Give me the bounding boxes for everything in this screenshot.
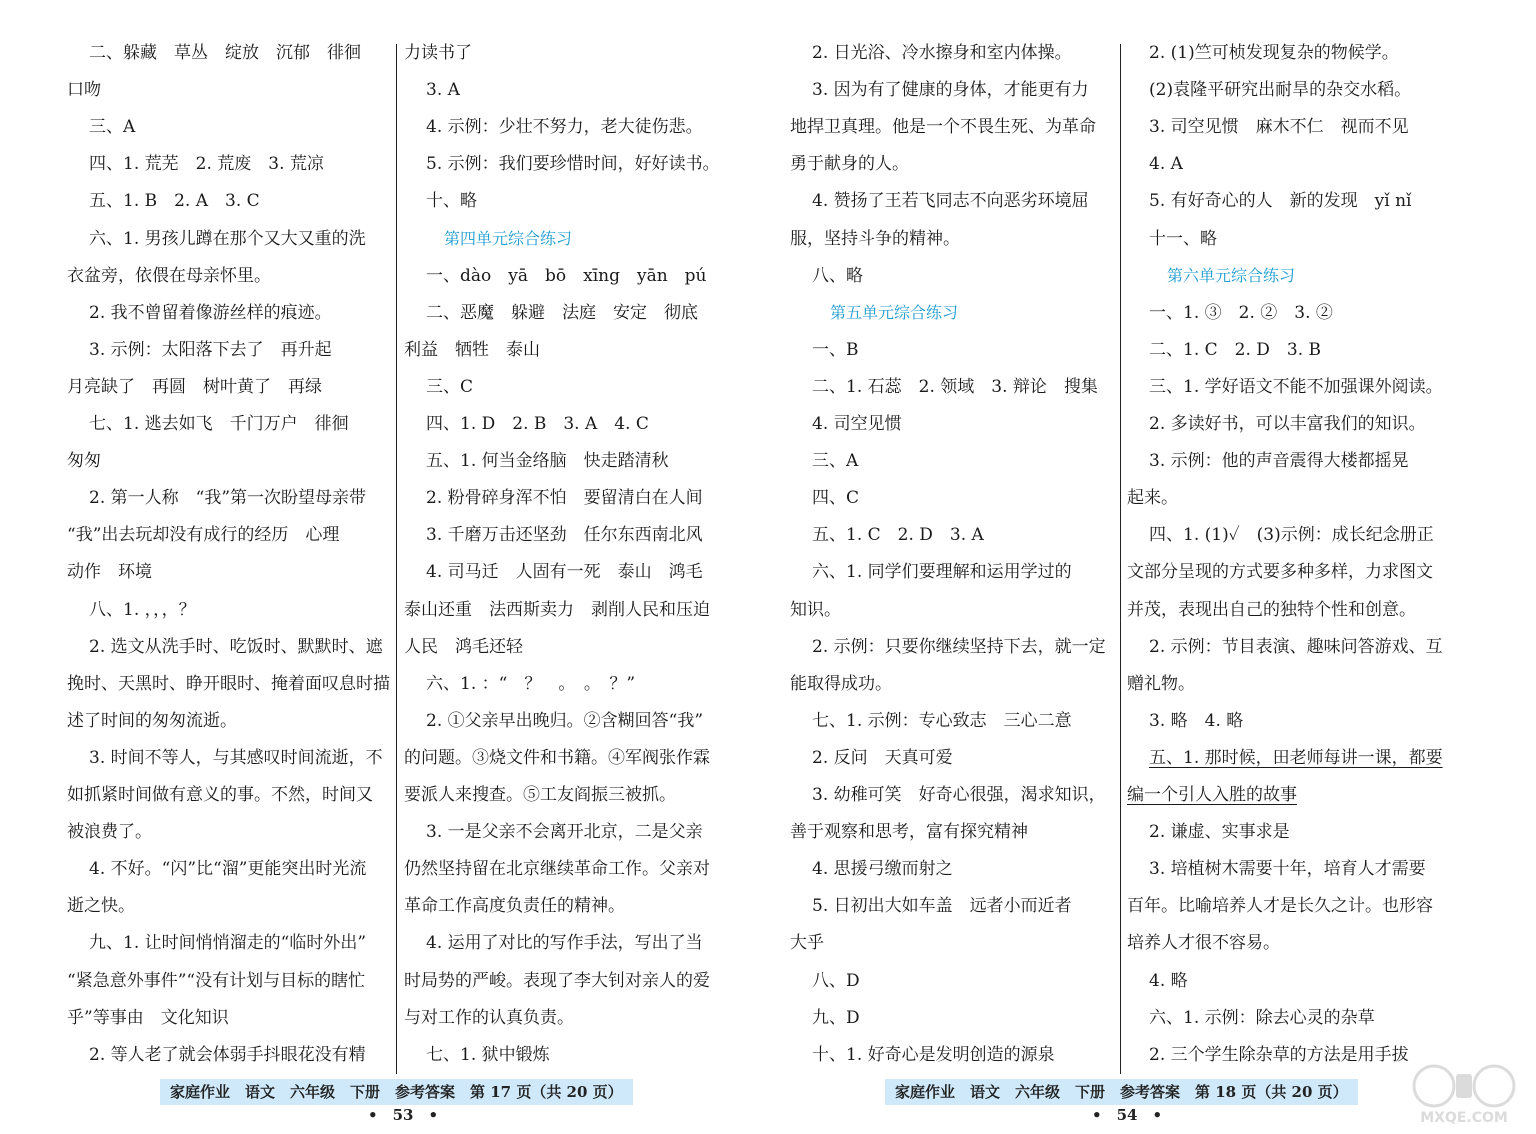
answer-line: 二、躲藏 草丛 绽放 沉郁 徘徊 — [89, 43, 361, 63]
answer-line: 六、1. 男孩儿蹲在那个又大又重的洗 — [89, 228, 366, 249]
answer-line: “我”出去玩却没有成行的经历 心理 — [67, 525, 340, 546]
answer-line: 挽时、天黑时、睁开眼时、掩着面叹息时描 — [67, 673, 390, 694]
answer-line: 地捍卫真理。他是一个不畏生死、为革命 — [790, 117, 1096, 138]
answer-line: 与对工作的认真负责。 — [404, 1007, 574, 1028]
answer-line: 2. 反问 天真可爱 — [812, 747, 953, 768]
answer-line: 3. 司空见惯 麻木不仁 视而不见 — [1149, 117, 1409, 138]
answer-line: 4. 略 — [1149, 970, 1188, 991]
answer-line: 4. 赞扬了王若飞同志不向恶劣环境屈 — [812, 191, 1089, 212]
answer-line: 4. A — [1149, 154, 1183, 175]
answer-line: 衣盆旁，依偎在母亲怀里。 — [67, 265, 271, 286]
answer-line: 二、恶魔 躲避 法庭 安定 彻底 — [426, 302, 698, 323]
answer-line: 七、1. 示例：专心致志 三心二意 — [812, 710, 1072, 731]
answer-line: 勇于献身的人。 — [790, 154, 909, 175]
answer-line: 十、1. 好奇心是发明创造的源泉 — [812, 1044, 1055, 1065]
answer-line: 十一、略 — [1149, 228, 1217, 249]
answer-line: 2. 示例：只要你继续坚持下去，就一定 — [812, 636, 1106, 657]
answer-line: 人民 鸿毛还轻 — [404, 636, 523, 657]
answer-line: 匆匆 — [67, 451, 101, 472]
answer-line: 3. 示例：他的声音震得大楼都摇晃 — [1149, 451, 1409, 472]
footer-page-18: 家庭作业 语文 六年级 下册 参考答案 第 18 页（共 20 页） — [885, 1079, 1358, 1105]
answer-line: 述了时间的匆匆流逝。 — [67, 710, 237, 731]
column-divider-left — [396, 44, 397, 1074]
answer-line: 力读书了 — [404, 43, 472, 63]
answer-line: 四、C — [812, 488, 860, 509]
answer-line: 大乎 — [790, 933, 824, 954]
answer-line: 革命工作高度负责任的精神。 — [404, 896, 625, 917]
answer-line: 2. 选文从洗手时、吃饭时、默默时、遮 — [89, 636, 383, 657]
answer-line: “紧急意外事件”“没有计划与目标的瞎忙 — [67, 970, 366, 991]
answer-line: 五、1. B 2. A 3. C — [89, 191, 260, 212]
answer-line: 六、1. 同学们要理解和运用学过的 — [812, 562, 1072, 583]
answer-line: 4. 示例：少壮不努力，老大徒伤悲。 — [426, 117, 703, 138]
answer-line: 九、1. 让时间悄悄溜走的“临时外出” — [89, 933, 367, 954]
watermark-logo — [1404, 1058, 1524, 1128]
page-number-54: • 54 • — [1092, 1106, 1163, 1124]
answer-line: 4. 思援弓缴而射之 — [812, 859, 953, 880]
answer-line: 3. 因为有了健康的身体，才能更有力 — [812, 80, 1089, 101]
page-number-53: • 53 • — [368, 1106, 439, 1124]
answer-line: 六、1. ：“ ？ 。 。 ？” — [426, 673, 636, 694]
answer-line: 三、1. 学好语文不能不加强课外阅读。 — [1149, 376, 1443, 397]
answer-line: 月亮缺了 再圆 树叶黄了 再绿 — [67, 376, 322, 397]
answer-line: 三、A — [89, 117, 136, 138]
answer-line: 四、1. 荒芜 2. 荒废 3. 荒凉 — [89, 154, 324, 175]
answer-line: 5. 示例：我们要珍惜时间，好好读书。 — [426, 154, 720, 175]
answer-line: 3. 千磨万击还坚劲 任尔东西南北风 — [426, 525, 703, 546]
answer-line: 利益 牺牲 泰山 — [404, 339, 540, 360]
answer-line: 3. A — [426, 80, 460, 101]
answer-line: 善于观察和思考，富有探究精神 — [790, 822, 1028, 843]
answer-line: 二、1. 石蕊 2. 领域 3. 辩论 搜集 — [812, 376, 1098, 397]
answer-line: 五、1. 那时候，田老师每讲一课，都要 — [1149, 747, 1443, 768]
answer-line: 八、D — [812, 970, 860, 991]
answer-line: 七、1. 狱中锻炼 — [426, 1044, 550, 1065]
answer-line: 一、dào yā bō xīng yān pú — [426, 265, 707, 286]
answer-line: 动作 环境 — [67, 562, 152, 583]
answer-line: 时局势的严峻。表现了李大钊对亲人的爱 — [404, 970, 710, 991]
answer-line: 五、1. C 2. D 3. A — [812, 525, 984, 546]
answer-line: 3. 培植树木需要十年，培育人才需要 — [1149, 859, 1426, 880]
answer-line: (2)袁隆平研究出耐旱的杂交水稻。 — [1149, 80, 1412, 101]
answer-line: 编一个引人入胜的故事 — [1127, 785, 1297, 805]
answer-line: 2. 等人老了就会体弱手抖眼花没有精 — [89, 1044, 366, 1065]
answer-line: 2. 示例：节目表演、趣味问答游戏、互 — [1149, 636, 1443, 657]
answer-line: 赠礼物。 — [1127, 673, 1195, 694]
section-heading: 第四单元综合练习 — [444, 228, 573, 248]
answer-line: 口吻 — [67, 80, 101, 101]
answer-line: 培养人才很不容易。 — [1127, 933, 1280, 954]
answer-line: 四、1. D 2. B 3. A 4. C — [426, 414, 649, 434]
answer-line: 服，坚持斗争的精神。 — [790, 228, 960, 249]
answer-line: 4. 不好。“闪”比“溜”更能突出时光流 — [89, 859, 367, 880]
answer-line: 八、1. ，，，？ — [89, 599, 196, 620]
answer-line: 3. 时间不等人，与其感叹时间流逝，不 — [89, 747, 383, 768]
answer-line: 5. 有好奇心的人 新的发现 yǐ nǐ — [1149, 191, 1412, 212]
answer-line: 知识。 — [790, 599, 841, 620]
answer-line: 2. 粉骨碎身浑不怕 要留清白在人间 — [426, 488, 703, 509]
answer-line: 要派人来搜查。⑤工友阎振三被抓。 — [404, 785, 676, 805]
answer-line: 如抓紧时间做有意义的事。不然，时间又 — [67, 785, 373, 805]
answer-line: 泰山还重 法西斯卖力 剥削人民和压迫 — [404, 599, 710, 620]
answer-line: 的问题。③烧文件和书籍。④军阀张作霖 — [404, 747, 710, 768]
answer-line: 2. 日光浴、冷水擦身和室内体操。 — [812, 43, 1072, 63]
answer-line: 仍然坚持留在北京继续革命工作。父亲对 — [404, 859, 710, 880]
answer-line: 3. 示例：太阳落下去了 再升起 — [89, 339, 332, 360]
answer-line: 2. 多读好书，可以丰富我们的知识。 — [1149, 414, 1426, 434]
answer-line: 2. 谦虚、实事求是 — [1149, 822, 1290, 843]
answer-line: 3. 略 4. 略 — [1149, 710, 1244, 731]
answer-line: 2. (1)竺可桢发现复杂的物候学。 — [1149, 43, 1399, 63]
answer-line: 4. 司马迁 人固有一死 泰山 鸿毛 — [426, 562, 703, 583]
answer-line: 六、1. 示例：除去心灵的杂草 — [1149, 1007, 1375, 1028]
answer-line: 一、1. ③ 2. ② 3. ② — [1149, 302, 1333, 323]
answer-line: 四、1. (1)✓ (3)示例：成长纪念册正 — [1149, 525, 1434, 546]
answer-line: 百年。比喻培养人才是长久之计。也形容 — [1127, 896, 1433, 917]
answer-line: 3. 一是父亲不会离开北京，二是父亲 — [426, 822, 703, 843]
answer-line: 乎”等事由 文化知识 — [67, 1007, 229, 1028]
answer-line: 被浪费了。 — [67, 822, 152, 843]
answer-line: 八、略 — [812, 265, 863, 286]
answer-line: 2. 第一人称 “我”第一次盼望母亲带 — [89, 488, 367, 509]
answer-line: 文部分呈现的方式要多种多样，力求图文 — [1127, 562, 1433, 583]
answer-line: 4. 司空见惯 — [812, 414, 902, 434]
answer-line: 三、C — [426, 376, 474, 397]
answer-line: 2. ①父亲早出晚归。②含糊回答“我” — [426, 710, 704, 731]
section-heading: 第六单元综合练习 — [1167, 265, 1296, 285]
answer-line: 起来。 — [1127, 488, 1178, 509]
answer-line: 十、略 — [426, 191, 477, 212]
column-divider-right — [1120, 44, 1121, 1074]
answer-line: 2. 我不曾留着像游丝样的痕迹。 — [89, 302, 332, 323]
footer-page-17: 家庭作业 语文 六年级 下册 参考答案 第 17 页（共 20 页） — [160, 1079, 633, 1105]
answer-line: 五、1. 何当金络脑 快走踏清秋 — [426, 451, 669, 472]
answer-line: 5. 日初出大如车盖 远者小而近者 — [812, 896, 1072, 917]
answer-line: 三、A — [812, 451, 859, 472]
answer-line: 逝之快。 — [67, 896, 135, 917]
answer-line: 3. 幼稚可笑 好奇心很强，渴求知识， — [812, 785, 1106, 805]
answer-line: 能取得成功。 — [790, 673, 892, 694]
answer-line: 二、1. C 2. D 3. B — [1149, 339, 1322, 360]
answer-line: 2. 三个学生除杂草的方法是用手拔 — [1149, 1044, 1409, 1065]
answer-line: 4. 运用了对比的写作手法，写出了当 — [426, 933, 703, 954]
answer-line: 九、D — [812, 1007, 860, 1028]
answer-line: 并茂，表现出自己的独特个性和创意。 — [1127, 599, 1416, 620]
svg-text:MXQE.COM: MXQE.COM — [1420, 1110, 1508, 1126]
section-heading: 第五单元综合练习 — [830, 302, 959, 322]
answer-line: 七、1. 逃去如飞 千门万户 徘徊 — [89, 414, 349, 434]
answer-line: 一、B — [812, 339, 859, 360]
